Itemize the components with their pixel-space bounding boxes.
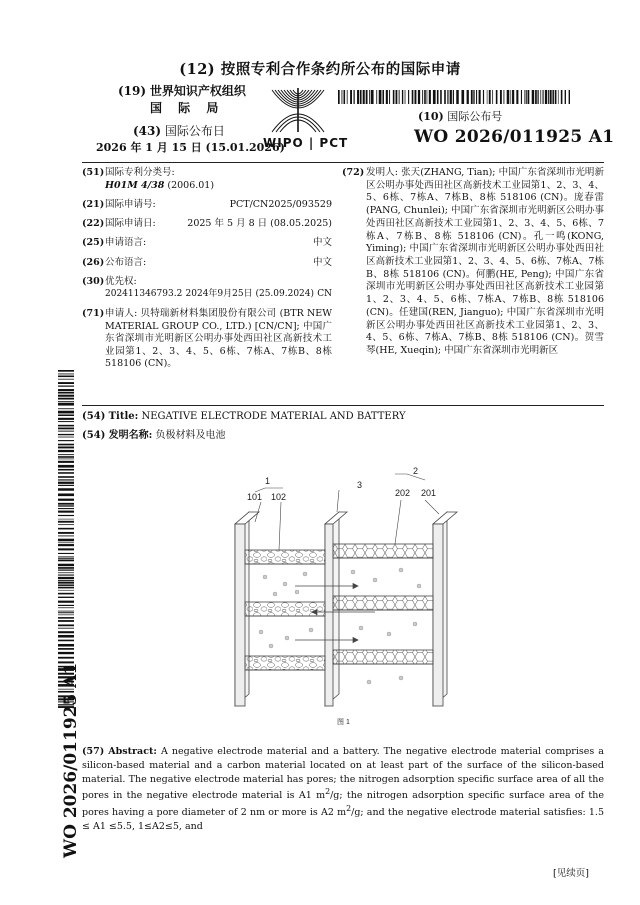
title-zh-value: 负极材料及电池	[155, 430, 226, 441]
priority-date: 2024年9月25日 (25.09.2024)	[185, 288, 315, 299]
abstract	[82, 745, 604, 834]
field-26	[82, 257, 332, 270]
inventors-text: 发明人: 张天(ZHANG, Tian); 中国广东省深圳市光明新区公明办事处西田社区高新技术工业园第1、2、3、4、5、6栋、7栋A、7栋B、8栋 518106 (CN)。庞春雷(PANG, Chunlei); 中国广东省深圳市光明新区公明办事处西田社区高新技术工业园第1、2、3、4、5、6栋、7栋A、7栋B、8栋 518106 (CN)。孔一鸣(KONG, Yiming); 中国广东省深圳市光明新区公明办事处西田社区高新技术工业园第1、2、3、4、5、6栋、7栋A、7栋B、8栋 518106 (CN)。何鹏(HE, Peng); 中国广东省深圳市光明新区公明办事处西田社区高新技术工业园第1、2、3、4、5、6栋、7栋A、7栋B、8栋 518106 (CN)。任建国(REN, Jianguo); 中国广东省深圳市光明新区公明办事处西田社区高新技术工业园第1、2、3、4、5、6栋、7栋A、7栋B、8栋 518106 (CN)。贺雪琴(HE, Xueqin); 中国广东省深圳市光明新区	[366, 167, 604, 357]
field-51-code: (51)	[82, 167, 105, 178]
field-30-code: (30)	[82, 276, 105, 287]
title-chinese	[82, 429, 225, 442]
field-72-code: (72)	[342, 167, 365, 178]
abstract-code: (57)	[82, 746, 105, 757]
fig-label-2: 2	[413, 466, 419, 476]
field-51-value: H01M 4/38	[105, 179, 165, 191]
fig-label-202: 202	[395, 488, 411, 498]
fig-label-1: 1	[265, 476, 271, 486]
pubdate-label-line	[133, 124, 225, 140]
fig-label-3: 3	[357, 480, 363, 490]
figure-1-battery-diagram	[225, 462, 505, 727]
organization-name	[118, 84, 246, 100]
field-30	[82, 276, 332, 300]
applicant-text: 申请人: 贝特瑞新材料集团股份有限公司 (BTR NEW MATERIAL GROUP CO., LTD.) [CN/CN]; 中国广东省深圳市光明新区公明办事处西田社区高新技术工业园第1、2、3、4、5、6栋、7栋A、7栋B、8栋 518106 (CN)。	[105, 308, 332, 370]
abstract-sup-2: 2	[346, 804, 352, 814]
field-22	[82, 218, 332, 231]
field-25-code: (25)	[82, 237, 105, 248]
org-code: (19)	[118, 84, 147, 98]
field-21-code: (21)	[82, 199, 105, 210]
field-26-label: 公布语言:	[105, 257, 147, 268]
fig-label-101: 101	[247, 492, 263, 502]
wipo-logo-icon	[268, 86, 328, 134]
abstract-text-1: A negative electrode material and a battery. The negative electrode material comprises a silicon-based material and a carbon material located on at least part of the surface of the silicon-based material. The negative electrode material has pores; the nitrogen adsorption specific surface area of all the pores in the negative electrode material is A1 m	[82, 746, 604, 802]
org-line1: 世界知识产权组织	[149, 84, 246, 98]
field-21-value: PCT/CN2025/093529	[229, 199, 332, 210]
org-line2: 国 际 局	[150, 101, 225, 115]
abstract-text-3: /g; and the negative electrode material satisfies: 1.5 ≤ A1 ≤5.5, 1≤A2≤5, and	[82, 807, 604, 833]
field-71	[82, 308, 332, 371]
title-en-value: NEGATIVE ELECTRODE MATERIAL AND BATTERY	[141, 411, 406, 422]
wipo-pct-text: WIPO | PCT	[263, 136, 349, 150]
document-type-title: (12) 按照专利合作条约所公布的国际申请	[179, 61, 461, 78]
priority-number: 202411346793.2	[105, 288, 183, 299]
title-zh-label: 发明名称:	[108, 430, 153, 441]
field-25-label: 申请语言:	[105, 237, 147, 248]
top-barcode	[338, 90, 570, 104]
field-21-label: 国际申请号:	[105, 199, 156, 210]
field-71-code: (71)	[82, 308, 105, 319]
abstract-label: Abstract:	[108, 746, 157, 757]
field-26-value: 中文	[312, 257, 332, 268]
field-30-label: 优先权:	[105, 276, 137, 287]
vertical-publication-number: WO 2026/011925 A1	[61, 662, 81, 858]
field-21	[82, 199, 332, 212]
fig-label-201: 201	[421, 488, 437, 498]
field-25	[82, 237, 332, 250]
title-english	[82, 410, 406, 423]
field-25-value: 中文	[312, 237, 332, 248]
field-22-code: (22)	[82, 218, 105, 229]
pubdate-code: (43)	[133, 124, 162, 138]
field-26-code: (26)	[82, 257, 105, 268]
abstract-sup-1: 2	[325, 787, 331, 797]
biblio-divider	[82, 405, 604, 406]
side-barcode	[58, 370, 74, 708]
pubno-code: (10)	[418, 110, 444, 123]
title-en-code: (54)	[82, 411, 106, 422]
see-back-note: [见续页]	[553, 868, 589, 879]
field-22-value: 2025 年 5 月 8 日 (08.05.2025)	[187, 218, 332, 229]
priority-country: CN	[317, 288, 332, 299]
field-51	[82, 167, 332, 192]
title-zh-code: (54)	[82, 430, 106, 441]
pubno-label: 国际公布号	[447, 110, 503, 123]
field-22-label: 国际申请日:	[105, 218, 156, 229]
pubdate-value: 2026 年 1 月 15 日 (15.01.2026)	[96, 141, 285, 154]
fig-label-102: 102	[271, 492, 287, 502]
pubdate-label: 国际公布日	[164, 124, 225, 138]
figure-caption: 图 1	[337, 719, 350, 726]
publication-number: WO 2026/011925 A1	[414, 127, 615, 147]
field-51-year: (2006.01)	[167, 179, 215, 191]
field-72	[342, 167, 604, 358]
field-51-label: 国际专利分类号:	[105, 167, 175, 178]
title-en-label: Title:	[108, 411, 139, 422]
header-divider	[82, 162, 604, 163]
abstract-text-2: /g; the nitrogen adsorption specific surface area of the pores having a pore diameter of 2 nm or more is A2 m	[82, 790, 604, 819]
pubno-label-line	[418, 110, 502, 125]
